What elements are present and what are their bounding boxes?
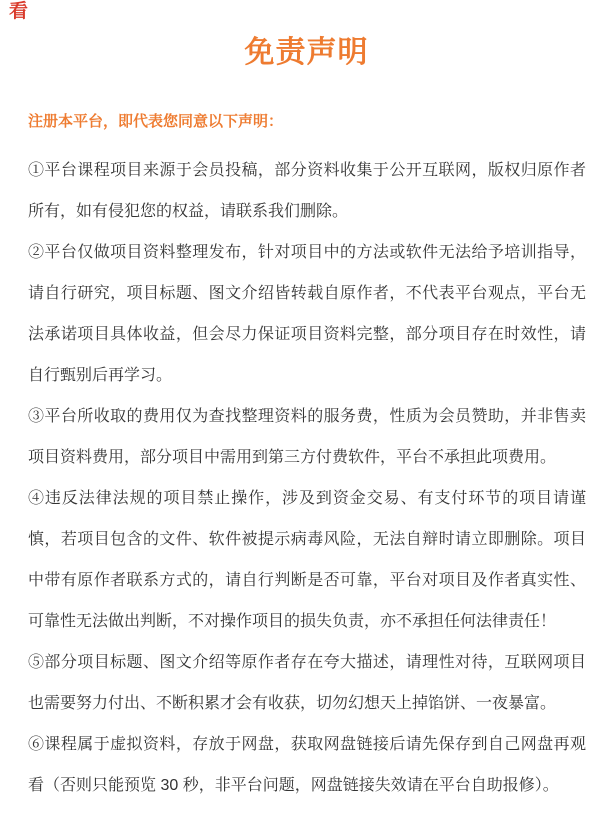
disclaimer-paragraph-5: ⑤部分项目标题、图文介绍等原作者存在夸大描述，请理性对待，互联网项目也需要努力付出、不断积累才会有收获，切勿幻想天上掉馅饼、一夜暴富。 (28, 654, 586, 712)
intro-statement: 注册本平台，即代表您同意以下声明： (28, 113, 284, 130)
disclaimer-paragraph-4: ④违反法律法规的项目禁止操作，涉及到资金交易、有支付环节的项目请谨慎，若项目包含的文件、软件被提示病毒风险，无法自辩时请立即删除。项目中带有原作者联系方式的，请自行判断是否可靠，平台对项目及作者真实性、可靠性无法做出判断，不对操作项目的损失负责，亦不承担任何法律责任！ (28, 490, 586, 630)
disclaimer-paragraph-2: ②平台仅做项目资料整理发布，针对项目中的方法或软件无法给予培训指导，请自行研究，项目标题、图文介绍皆转载自原作者，不代表平台观点，平台无法承诺项目具体收益，但会尽力保证项目资料完整，部分项目存在时效性，请自行甄别后再学习。 (28, 244, 586, 384)
disclaimer-paragraph-1: ①平台课程项目来源于会员投稿，部分资料收集于公开互联网，版权归原作者所有，如有侵犯您的权益，请联系我们删除。 (28, 162, 586, 220)
page-title: 免责声明 (244, 36, 369, 69)
disclaimer-paragraph-6: ⑥课程属于虚拟资料，存放于网盘，获取网盘链接后请先保存到自己网盘再观看（否则只能预览 30 秒，非平台问题，网盘链接失效请在平台自助报修）。 (28, 736, 586, 794)
corner-stamp-icon: 看 (9, 1, 29, 22)
disclaimer-paragraph-3: ③平台所收取的费用仅为查找整理资料的服务费，性质为会员赞助，并非售卖项目资料费用，部分项目中需用到第三方付费软件，平台不承担此项费用。 (28, 408, 586, 466)
disclaimer-body (28, 150, 586, 806)
